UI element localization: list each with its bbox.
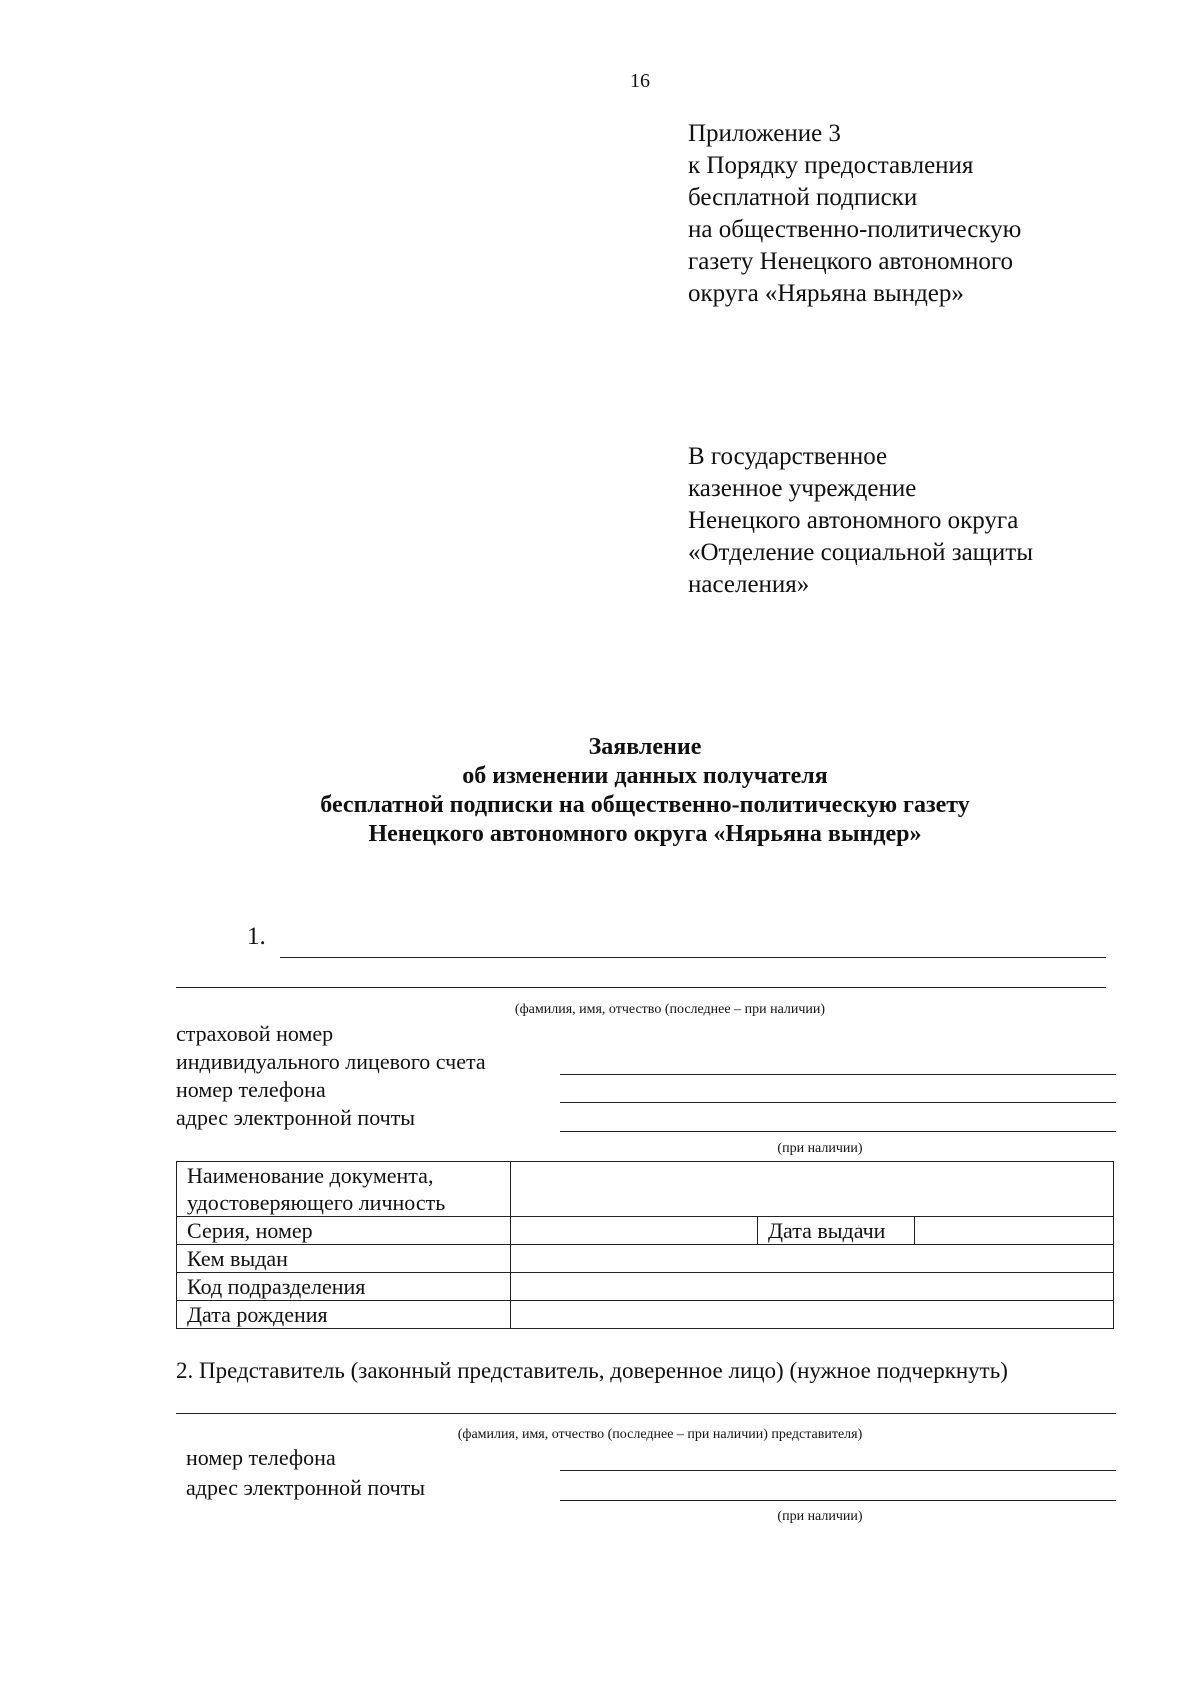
issue-date-label: Дата выдачи: [758, 1217, 915, 1245]
rep-email-label: адрес электронной почты: [186, 1475, 426, 1500]
title-line: об изменении данных получателя: [462, 763, 828, 789]
title-line: Заявление: [588, 734, 702, 760]
addressee-line: Ненецкого автономного округа: [688, 507, 1019, 534]
table-row: [177, 1217, 1114, 1245]
appendix-line: округа «Нярьяна вындер»: [688, 280, 964, 307]
appendix-line: Приложение 3: [688, 120, 841, 147]
representative-fio-line[interactable]: [176, 1413, 1116, 1414]
issued-by-value-cell[interactable]: [511, 1245, 1114, 1273]
title-line: Ненецкого автономного округа «Нярьяна вындер»: [368, 821, 922, 847]
rep-phone-label: номер телефона: [186, 1445, 336, 1470]
addressee-line: населения»: [688, 571, 810, 598]
appendix-line: газету Ненецкого автономного: [688, 248, 1014, 275]
doc-name-label-line2: удостоверяющего личность: [187, 1190, 446, 1215]
rep-phone-field-line[interactable]: [560, 1470, 1116, 1471]
issued-by-label: Кем выдан: [177, 1245, 511, 1273]
document-title: [0, 733, 1200, 849]
doc-name-label-line1: Наименование документа,: [187, 1163, 434, 1188]
snils-label-line2: индивидуального лицевого счета: [176, 1049, 486, 1074]
snils-label-line1: страховой номер: [176, 1021, 334, 1046]
fio-caption: (фамилия, имя, отчество (последнее – при наличии): [514, 1002, 826, 1017]
addressee-line: казенное учреждение: [688, 475, 917, 502]
appendix-line: на общественно-политическую: [688, 216, 1022, 243]
appendix-header: [688, 118, 1021, 310]
identity-document-table: [176, 1161, 1114, 1329]
appendix-line: бесплатной подписки: [688, 184, 918, 211]
series-number-value-cell[interactable]: [511, 1217, 758, 1245]
email-field-line[interactable]: [560, 1131, 1116, 1132]
birth-date-label: Дата рождения: [177, 1301, 511, 1329]
fio-field-line-1[interactable]: [280, 957, 1106, 958]
addressee-block: [688, 441, 1033, 601]
appendix-line: к Порядку предоставления: [688, 152, 974, 179]
email-optional-caption: (при наличии): [777, 1141, 863, 1156]
page-number: 16: [630, 70, 650, 92]
table-row: [177, 1273, 1114, 1301]
addressee-line: В государственное: [688, 443, 888, 470]
table-row: [177, 1301, 1114, 1329]
rep-email-field-line[interactable]: [560, 1500, 1116, 1501]
phone-field-line[interactable]: [560, 1102, 1116, 1103]
title-line: бесплатной подписки на общественно-политическую газету: [320, 792, 970, 818]
section1-number: 1.: [247, 923, 266, 950]
table-row: [177, 1162, 1114, 1217]
division-code-value-cell[interactable]: [511, 1273, 1114, 1301]
representative-fio-caption: (фамилия, имя, отчество (последнее – при наличии) представителя): [457, 1427, 863, 1442]
email-label: адрес электронной почты: [176, 1105, 416, 1130]
addressee-line: «Отделение социальной защиты: [688, 539, 1034, 566]
snils-field-line[interactable]: [560, 1074, 1116, 1075]
doc-name-label: [177, 1162, 511, 1217]
birth-date-value-cell[interactable]: [511, 1301, 1114, 1329]
section2-heading: 2. Представитель (законный представитель, доверенное лицо) (нужное подчеркнуть): [176, 1358, 1008, 1383]
issue-date-value-cell[interactable]: [915, 1217, 1114, 1245]
doc-name-value-cell[interactable]: [511, 1162, 1114, 1217]
series-number-label: Серия, номер: [177, 1217, 511, 1245]
phone-label: номер телефона: [176, 1077, 326, 1102]
fio-field-line-2[interactable]: [176, 987, 1106, 988]
division-code-label: Код подразделения: [177, 1273, 511, 1301]
table-row: [177, 1245, 1114, 1273]
rep-email-optional-caption: (при наличии): [777, 1509, 863, 1524]
